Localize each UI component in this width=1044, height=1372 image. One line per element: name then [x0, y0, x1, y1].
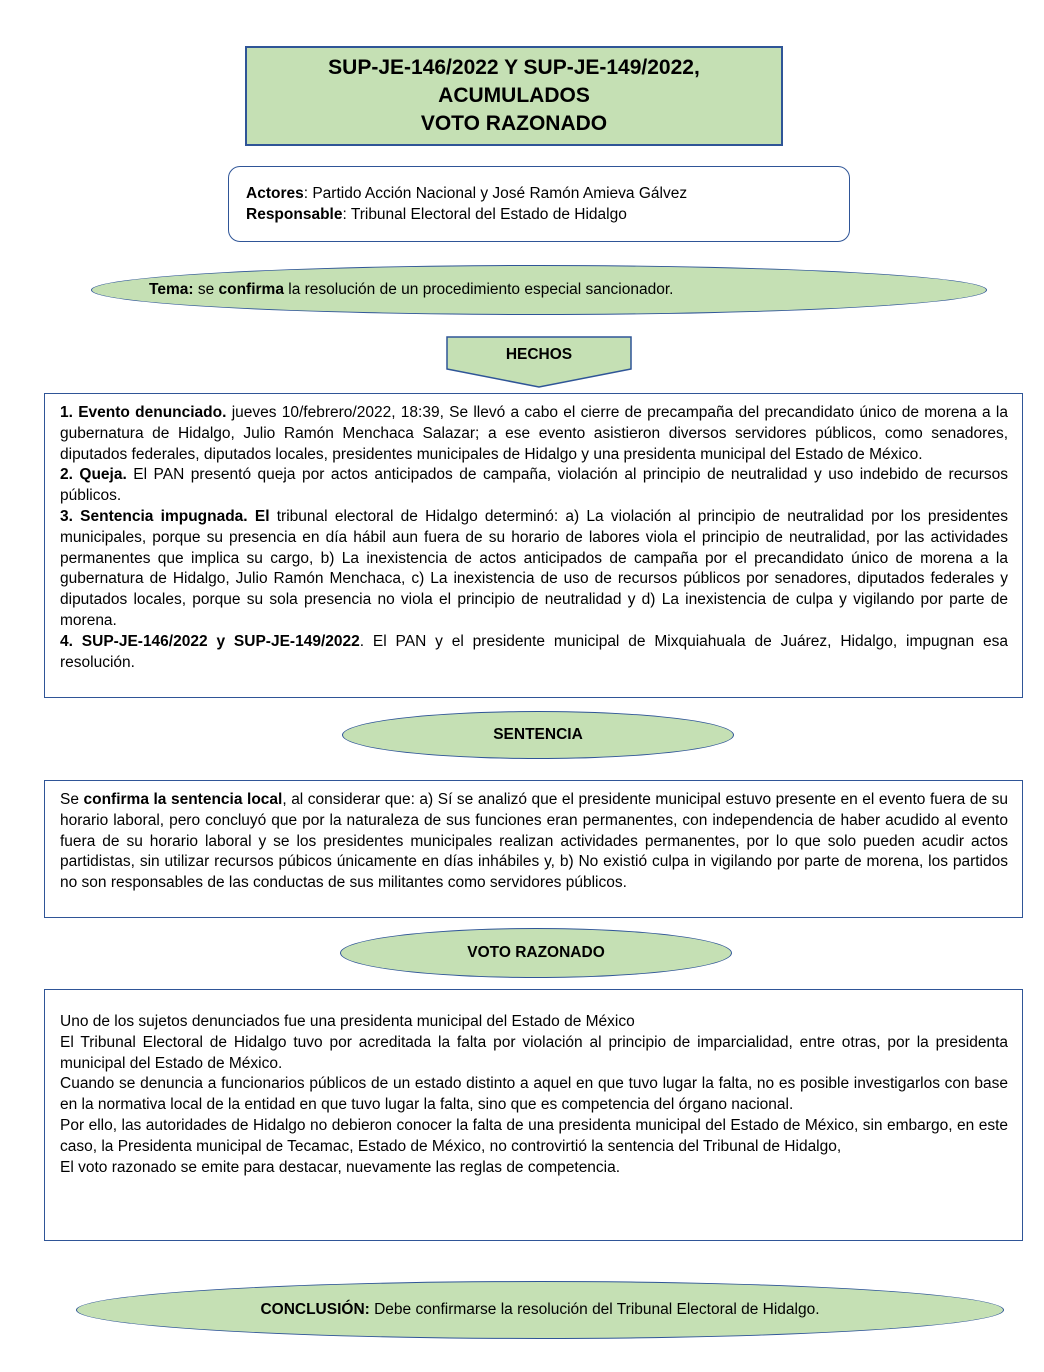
hechos-item-4-label: 4. SUP-JE-146/2022 y SUP-JE-149/2022: [60, 632, 360, 650]
hechos-item-3-text: tribunal electoral de Hidalgo determinó: a) La violación al principio de neutralidad por los presidentes municipales, porque su presencia en día hábil aun fuera de su horario de labores viola el principio de neutralidad, por las actividades permanentes que implica su cargo, b) La inexistencia de actos anticipados de campaña por el precandidato único de morena a la gubernatura de Hidalgo, Julio Ramón Menchaca, c) La inexistencia de uso de recursos públicos por senadores, diputados federales y diputados locales, porque su sola presencia no viola el principio de neutralidad y d) La inexistencia de culpa y vigilando por parte de morena.: [60, 507, 1008, 629]
responsible-label: Responsable: [246, 206, 343, 223]
responsible-value: : Tribunal Electoral del Estado de Hidalgo: [342, 206, 627, 223]
responsible-line: [246, 204, 849, 225]
hechos-item-2-label: 2. Queja.: [60, 466, 127, 484]
conclusion-ellipse: [76, 1281, 1004, 1339]
hechos-heading: HECHOS: [505, 346, 573, 363]
case-title-line1: SUP-JE-146/2022 Y SUP-JE-149/2022,: [328, 56, 700, 79]
actors-line: [246, 183, 849, 204]
voto-heading: VOTO RAZONADO: [467, 944, 605, 961]
voto-paragraph-3: Cuando se denuncia a funcionarios públicos de un estado distinto a aquel en que tuvo lugar la falta, no es posible investigarlos con base en la normativa local de la entidad en que tuvo lugar la falta, sino que es competencia del órgano nacional.: [60, 1075, 1008, 1114]
hechos-item-3-label: 3. Sentencia impugnada. El: [60, 507, 270, 525]
hechos-item-1: [60, 403, 1008, 465]
sentencia-bold: confirma la sentencia local: [83, 791, 283, 808]
voto-panel: [44, 989, 1023, 1241]
conclusion-text: [260, 1301, 819, 1319]
conclusion-body: Debe confirmarse la resolución del Tribunal Electoral de Hidalgo.: [369, 1301, 820, 1318]
hechos-heading-tab: [446, 336, 632, 388]
hechos-item-3: [60, 507, 1008, 632]
tema-label: Tema:: [149, 281, 194, 298]
case-title-line2: ACUMULADOS: [438, 84, 590, 107]
tema-bold: confirma: [218, 281, 284, 298]
voto-paragraph-2: El Tribunal Electoral de Hidalgo tuvo por acreditada la falta por violación al principio de imparcialidad, entre otras, por la presidenta municipal del Estado de México.: [60, 1033, 1008, 1072]
sentencia-panel: [44, 780, 1023, 918]
sentencia-ellipse: [342, 711, 734, 759]
tema-pre: se: [193, 281, 219, 298]
voto-paragraph-1: Uno de los sujetos denunciados fue una presidenta municipal del Estado de México: [60, 1013, 635, 1030]
hechos-item-4-text: . El PAN y el presidente municipal de Mixquiahuala de Juárez, Hidalgo, impugnan esa resolución.: [60, 632, 1008, 671]
case-title-box: [245, 46, 783, 146]
conclusion-label: CONCLUSIÓN:: [260, 1301, 370, 1318]
sentencia-text: [60, 790, 1008, 894]
tema-post: la resolución de un procedimiento especial sancionador.: [283, 281, 674, 298]
case-title-line3: VOTO RAZONADO: [420, 112, 608, 135]
actors-value: : Partido Acción Nacional y José Ramón Amieva Gálvez: [303, 185, 688, 202]
actors-label: Actores: [246, 185, 304, 202]
hechos-item-1-text: jueves 10/febrero/2022, 18:39, Se llevó a cabo el cierre de precampaña del precandidato único de morena a la gubernatura de Hidalgo, Julio Ramón Menchaca Salazar; a ese evento asistieron diversos servidores públicos, como senadores, diputados federales, diputados locales, presidentes municipales de Hidalgo y una presidenta municipal del Estado de México.: [60, 404, 1008, 463]
parties-box: [228, 166, 850, 242]
voto-ellipse: [340, 928, 732, 978]
tema-ellipse: [91, 265, 987, 315]
voto-paragraph-5: El voto razonado se emite para destacar, nuevamente las reglas de competencia.: [60, 1158, 621, 1176]
sentencia-heading: SENTENCIA: [493, 726, 583, 743]
hechos-item-1-label: 1. Evento denunciado.: [60, 404, 227, 421]
hechos-item-4: [60, 632, 1008, 674]
hechos-item-2-text: El PAN presentó queja por actos anticipados de campaña, violación al principio de neutralidad y uso indebido de recursos públicos.: [60, 466, 1008, 505]
sentencia-post: , al considerar que: a) Sí se analizó que el presidente municipal estuvo presente en el evento fuera de su horario laboral, pero concluyó que por la naturaleza de sus funciones eran permanentes, con independencia de haber acudido al evento fuera de su horario laboral y se los presidentes municipales realizan actividades permanentes, por lo que solo pueden acudir actos partidistas, sin utilizar recursos púbicos únicamente en días inhábiles y, b) No existió culpa in vigilando por parte de morena, los partidos no son responsables de las conductas de sus militantes como servidores públicos.: [60, 791, 1008, 892]
sentencia-pre: Se: [60, 791, 84, 808]
tema-text: [149, 281, 673, 299]
hechos-panel: [44, 393, 1023, 698]
voto-paragraph-4: Por ello, las autoridades de Hidalgo no debieron conocer la falta de una presidenta municipal del Estado de México, sin embargo, en este caso, la Presidenta municipal de Tecamac, Estado de México, no controvirtió la sentencia del Tribunal de Hidalgo,: [60, 1116, 1008, 1155]
hechos-item-2: [60, 465, 1008, 507]
